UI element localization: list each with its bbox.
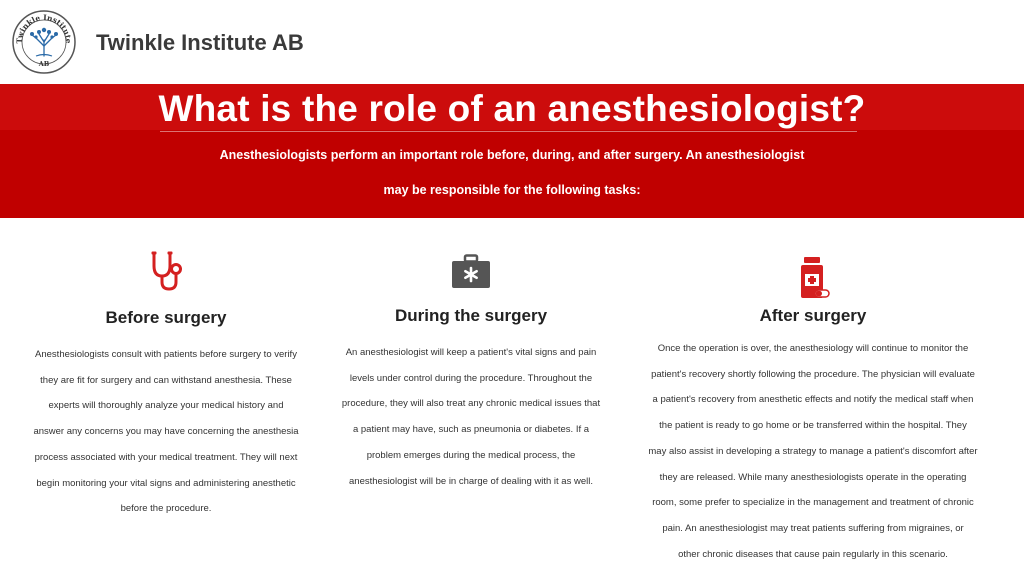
- text-line: pain. An anesthesiologist may treat patients suffering from migraines, or: [662, 522, 964, 534]
- after-surgery-title: After surgery: [759, 306, 867, 325]
- text-line: other chronic diseases that cause pain regularly in this scenario.: [678, 548, 948, 560]
- text-line: answer any concerns you may have concerning the anesthesia: [33, 426, 299, 438]
- banner-subtitle-line1: Anesthesiologists perform an important role before, during, and after surgery. An anesthesiologist: [219, 148, 805, 162]
- page-title: What is the role of an anesthesiologist?: [158, 88, 866, 129]
- text-line: begin monitoring your vital signs and administering anesthetic: [36, 477, 296, 489]
- banner-subtitle-line2: may be responsible for the following tasks:: [383, 183, 641, 197]
- text-line: Once the operation is over, the anesthesiology will continue to monitor the: [657, 343, 969, 354]
- before-surgery-text: [20, 342, 312, 522]
- text-line: they are released. While many anesthesiologists operate in the operating: [659, 471, 967, 483]
- before-surgery-title: Before surgery: [105, 308, 227, 327]
- organization-name: Twinkle Institute AB: [96, 30, 304, 55]
- after-surgery-text: [634, 336, 992, 567]
- text-line: before the procedure.: [120, 503, 212, 515]
- text-line: a patient's recovery from anesthetic effects and notify the medical staff when: [652, 394, 974, 406]
- logo-ring-text: Twinkle Institute: [14, 12, 74, 44]
- text-line: patient's recovery shortly following the procedure. The physician will evaluate: [651, 368, 975, 380]
- text-line: Anesthesiologists consult with patients before surgery to verify: [35, 349, 297, 360]
- medical-kit-icon: [451, 254, 491, 295]
- text-line: process associated with your medical treatment. They will next: [34, 451, 298, 463]
- text-line: the patient is ready to go home or be transferred within the hospital. They: [659, 420, 967, 432]
- text-line: problem emerges during the medical process, the: [366, 449, 576, 461]
- institute-logo: [12, 10, 76, 74]
- text-line: they are fit for surgery and can withstand anesthesia. These: [40, 374, 292, 386]
- text-line: levels under control during the procedure. Throughout the: [349, 372, 593, 384]
- during-surgery-text: [328, 340, 614, 494]
- before-surgery-column: [20, 250, 312, 550]
- logo-bottom-text: AB: [38, 60, 50, 68]
- text-line: may also assist in developing a strategy to manage a patient's discomfort after: [648, 445, 978, 457]
- text-line: room, some prefer to specialize in the management and treatment of chronic: [652, 497, 974, 509]
- stethoscope-icon: [148, 250, 184, 297]
- medicine-bottle-icon: [798, 256, 830, 305]
- logo-emblem-icon: [12, 10, 76, 74]
- during-surgery-title: During the surgery: [394, 306, 548, 325]
- text-line: procedure, they will also treat any chronic medical issues that: [341, 398, 601, 410]
- text-line: anesthesiologist will be in charge of dealing with it as well.: [349, 475, 593, 487]
- during-surgery-column: [328, 250, 614, 550]
- text-line: experts will thoroughly analyze your medical history and: [48, 400, 284, 412]
- text-line: An anesthesiologist will keep a patient's vital signs and pain: [345, 347, 597, 358]
- text-line: a patient may have, such as pneumonia or diabetes. If a: [352, 424, 590, 436]
- after-surgery-column: [634, 254, 992, 572]
- title-underline: [160, 131, 857, 132]
